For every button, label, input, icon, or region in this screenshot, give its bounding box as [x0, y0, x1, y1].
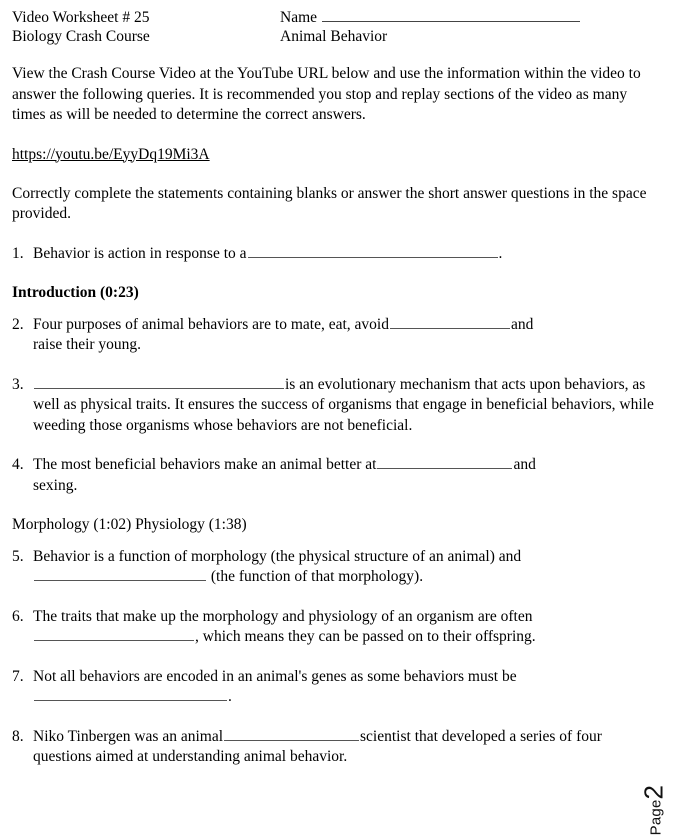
video-url-row — [12, 145, 663, 165]
header-left-column — [12, 8, 272, 46]
question-8-text-after: scientist that developed a series of four questions aimed at understanding animal behavior. — [33, 727, 602, 765]
question-5-second-line — [33, 567, 663, 588]
question-2-blank[interactable] — [390, 316, 510, 329]
question-5-blank[interactable] — [34, 568, 206, 581]
page-label: Page — [647, 799, 664, 835]
name-label: Name — [280, 9, 318, 26]
name-field-row — [280, 8, 675, 27]
instructions-paragraph: View the Crash Course Video at the YouTube URL below and use the information within the video to answer the following queries. It is recommended you stop and replay sections of the video as many times as will be needed to determine the correct answers. — [12, 65, 641, 123]
topic-name: Animal Behavior — [280, 28, 388, 45]
question-2-number: 2. — [12, 315, 24, 333]
question-8-text-before: Niko Tinbergen was an animal — [33, 727, 224, 745]
name-input-blank[interactable] — [322, 8, 580, 22]
question-3-text-after: is an evolutionary mechanism that acts upon behaviors, as well as physical traits. It ensures the success of organisms that engage in beneficial behaviors, while weeding those organisms whose behaviors are not beneficial. — [33, 375, 654, 434]
question-8 — [12, 727, 663, 768]
page-number-footer — [638, 785, 669, 835]
header-right-column — [280, 8, 675, 46]
worksheet-title: Video Worksheet # 25 — [12, 9, 150, 26]
question-8-blank[interactable] — [224, 728, 359, 741]
question-5-number: 5. — [12, 547, 24, 565]
youtube-url-link[interactable]: https://youtu.be/EyyDq19Mi3A — [12, 145, 210, 163]
question-1-text-before: Behavior is action in response to a — [33, 244, 247, 262]
question-6-text-before: The traits that make up the morphology and physiology of an organism are often — [33, 607, 533, 625]
question-4-text-before: The most beneficial behaviors make an animal better at — [33, 456, 377, 473]
question-6-number: 6. — [12, 607, 24, 625]
question-6-second-line — [33, 627, 663, 648]
question-2-text-after: raise their young. — [33, 336, 142, 353]
question-7-text-before: Not all behaviors are encoded in an animal's genes as some behaviors must be — [33, 667, 517, 685]
question-7-blank[interactable] — [34, 688, 227, 701]
page-header — [12, 8, 663, 48]
section-heading-morphology-physiology: Morphology (1:02) Physiology (1:38) — [12, 516, 247, 533]
question-1-blank[interactable] — [248, 245, 498, 258]
question-1-text-after: . — [498, 244, 503, 262]
question-2-text-mid: and — [510, 315, 534, 333]
question-4-blank[interactable] — [377, 456, 512, 469]
question-1 — [12, 244, 663, 265]
question-5 — [12, 547, 663, 588]
question-7-text-after: . — [228, 688, 232, 705]
section-heading-introduction: Introduction (0:23) — [12, 284, 139, 301]
question-1-number: 1. — [12, 244, 24, 262]
question-4 — [12, 455, 663, 496]
question-3 — [12, 375, 663, 437]
page-number-value: 2 — [638, 785, 668, 800]
question-6-blank[interactable] — [34, 628, 194, 641]
question-7-number: 7. — [12, 667, 24, 685]
question-6-text-after: , which means they can be passed on to their offspring. — [195, 628, 536, 645]
question-5-text-after: (the function of that morphology). — [210, 568, 424, 585]
question-4-text-mid: and — [513, 456, 536, 473]
question-7 — [12, 667, 663, 708]
question-3-blank[interactable] — [34, 376, 284, 389]
question-2-text-before: Four purposes of animal behaviors are to mate, eat, avoid — [33, 315, 389, 333]
course-name: Biology Crash Course — [12, 28, 150, 45]
question-2 — [12, 315, 663, 356]
question-3-number: 3. — [12, 375, 24, 393]
question-7-second-line — [33, 687, 663, 708]
directions-paragraph: Correctly complete the statements containing blanks or answer the short answer questions in the space provided. — [12, 184, 647, 222]
question-6 — [12, 607, 663, 648]
question-4-number: 4. — [12, 456, 24, 473]
question-4-text-after: sexing. — [33, 476, 78, 494]
question-5-text-before: Behavior is a function of morphology (the physical structure of an animal) and — [33, 547, 522, 565]
question-8-number: 8. — [12, 727, 24, 745]
